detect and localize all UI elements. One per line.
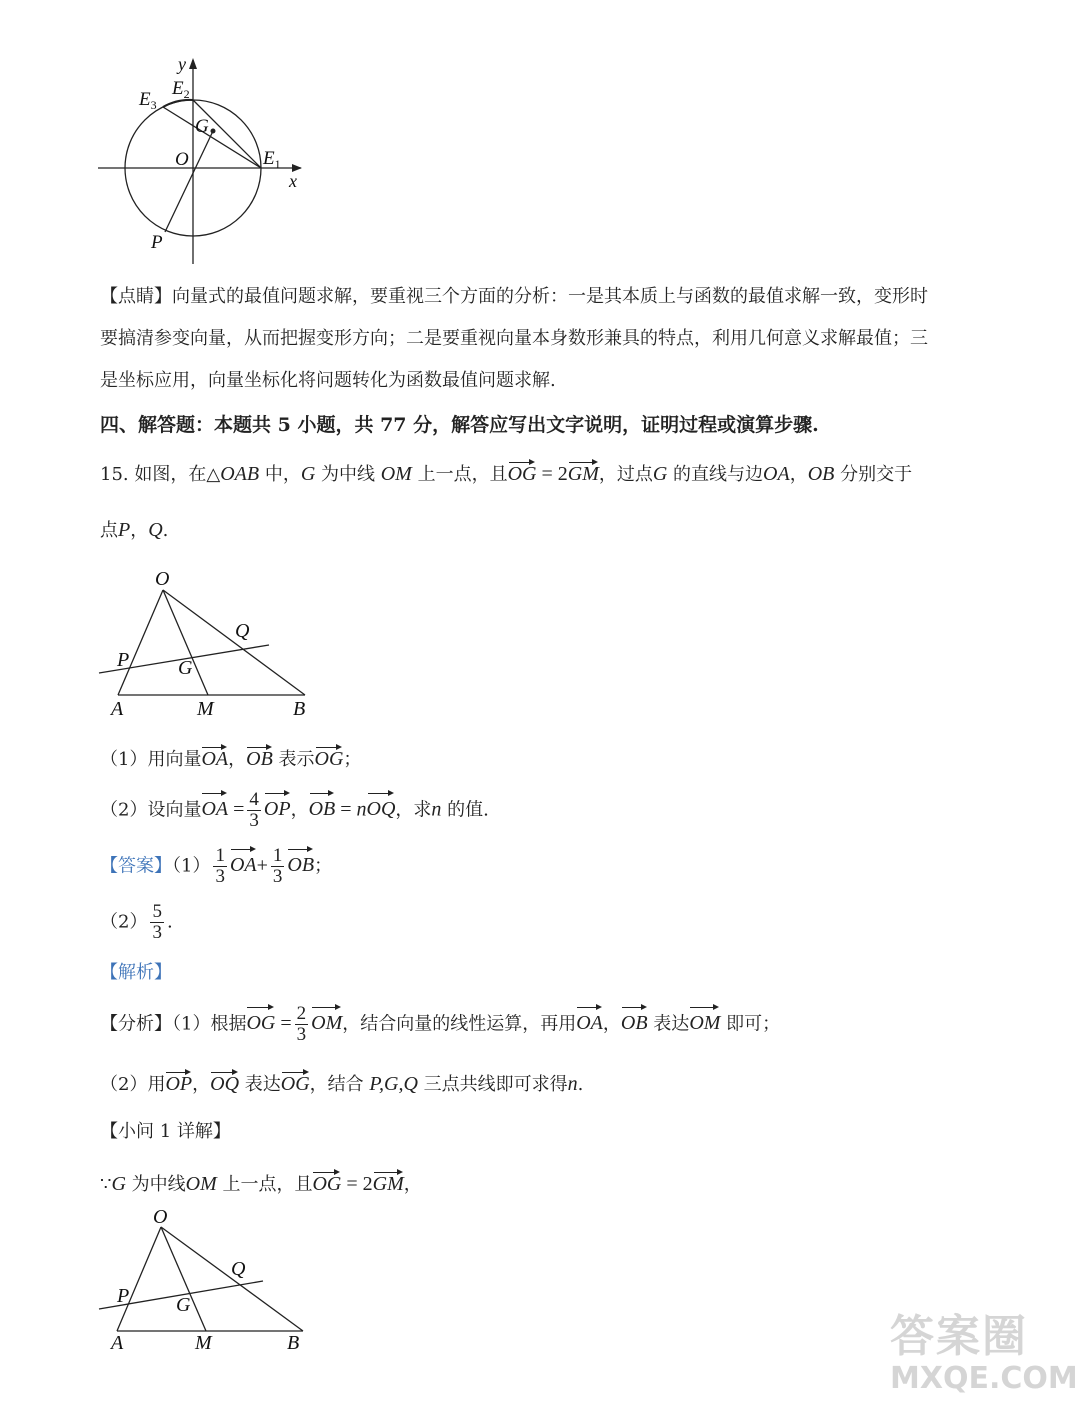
side-ob [163, 590, 305, 695]
note-line-2: 要搞清参变向量，从而把握变形方向；二是要重视向量本身数形兼具的特点，利用几何意义求解最值；三 [100, 328, 928, 349]
label-q: Q [235, 620, 250, 642]
because-line: ∵G 为中线OM 上一点，且OG = 2GM， [100, 1170, 980, 1194]
segment-p-g [165, 131, 213, 232]
answer-label: 【答案】 [100, 855, 172, 877]
label-e2: $E_2$ [172, 78, 190, 101]
label-o: O [155, 568, 170, 590]
label-q: Q [231, 1258, 246, 1280]
label-o: O [175, 149, 189, 170]
note-line-3: 是坐标应用，向量坐标化将问题转化为函数最值问题求解. [100, 370, 556, 391]
y-axis-arrow [189, 58, 197, 69]
label-m: M [195, 1332, 212, 1354]
watermark-cn: 答案圈 [890, 1311, 1028, 1362]
label-b: B [293, 698, 306, 720]
median-om [163, 590, 208, 695]
label-a: A [111, 698, 124, 720]
label-a: A [111, 1332, 124, 1354]
analysis-line-2: （2）用OP，OQ 表达OG，结合 P,G,Q 三点共线即可求得n. [100, 1070, 980, 1094]
label-m: M [197, 698, 214, 720]
question-2: （2）设向量OA = $\frac{4}{3}$ OP，OB = nOQ，求n 的值. [100, 789, 489, 831]
label-e1: $E_1$ [263, 148, 281, 171]
answer-2: （2） $\frac{5}{3}$ . [100, 901, 173, 943]
label-g: G [195, 116, 209, 137]
point-g [211, 129, 216, 134]
section-header: 四、解答题：本题共 5 小题，共 77 分，解答应写出文字说明，证明过程或演算步骤. [100, 414, 819, 436]
triangle-figure-1 [95, 565, 325, 725]
problem-statement-line-1: 15. 如图，在△OAB 中，G 为中线 OM 上一点，且OG = 2GM，过点G 的直线与边OA，OB 分别交于 [100, 460, 980, 484]
label-g: G [178, 657, 193, 679]
sub-question-1-header: 【小问 1 详解】 [100, 1121, 231, 1142]
triangle-figure-2 [95, 1205, 325, 1355]
answer-1: 【答案】（1） $\frac{1}{3}$ OA+ $\frac{1}{3}$ OB； [100, 845, 333, 887]
label-o: O [153, 1206, 168, 1228]
label-p: P [117, 649, 130, 671]
label-b: B [287, 1332, 300, 1354]
label-x: x [289, 171, 297, 191]
side-oa [118, 590, 163, 695]
watermark-url: MXQE.COM [890, 1361, 1078, 1396]
note-line-1: 【点睛】向量式的最值问题求解，要重视三个方面的分析：一是其本质上与函数的最值求解一致，变形时 [100, 286, 928, 307]
question-1: （1）用向量OA，OB 表示OG； [100, 745, 980, 769]
problem-statement-line-2: 点P，Q. [100, 519, 169, 541]
label-e3: $E_3$ [139, 89, 157, 112]
watermark-logo [890, 1311, 1080, 1411]
label-g: G [176, 1294, 191, 1316]
label-p: P [151, 232, 163, 253]
analysis-label: 【解析】 [100, 962, 172, 983]
analysis-line-1: 【分析】（1）根据OG = $\frac{2}{3}$ OM，结合向量的线性运算，再用OA，OB 表达OM 即可； [100, 1003, 781, 1045]
circle-figure [95, 52, 315, 270]
label-y: y [178, 54, 186, 74]
label-p: P [117, 1285, 130, 1307]
side-oa [117, 1227, 161, 1331]
